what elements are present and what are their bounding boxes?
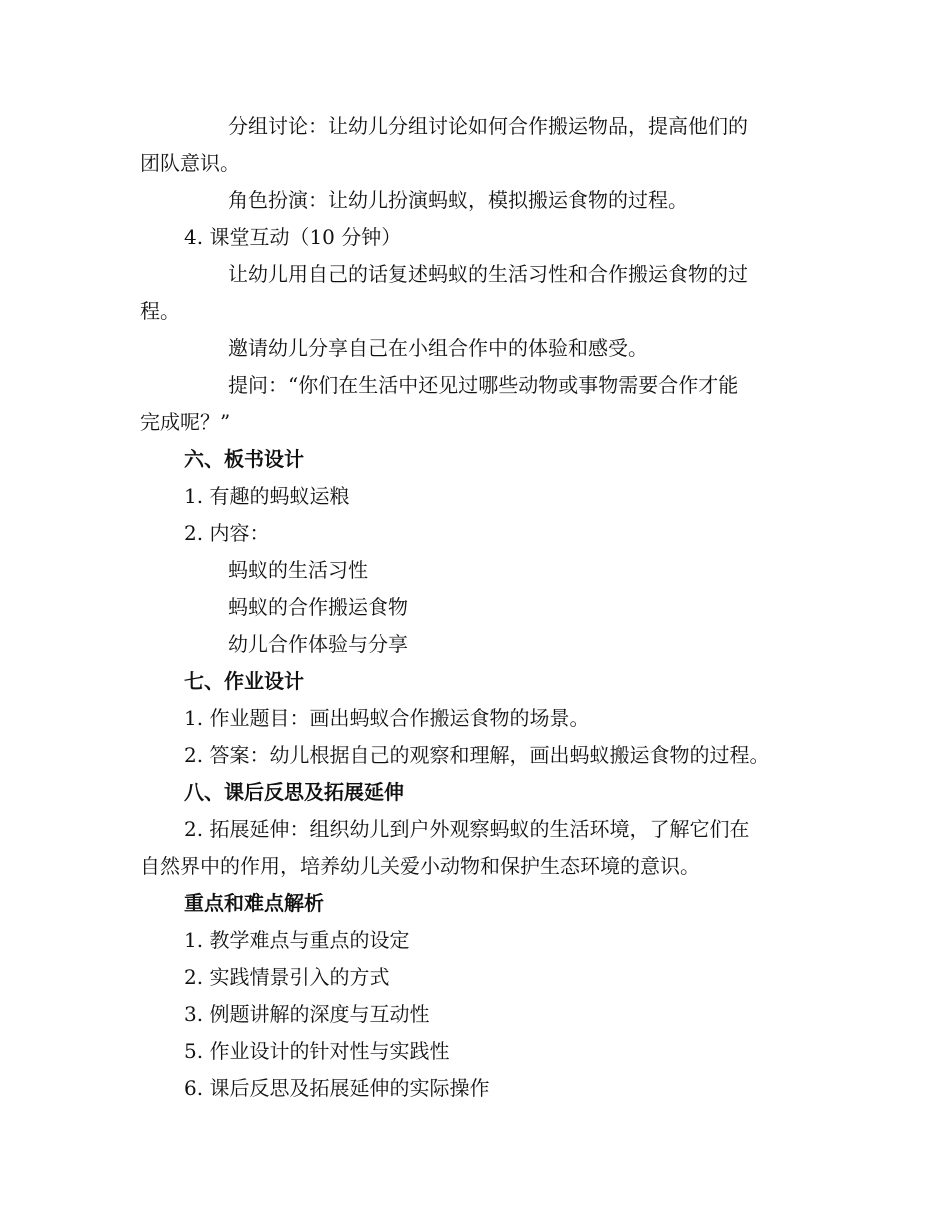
section-heading: 八、课后反思及拓展延伸 [184,780,404,804]
list-item: 6. 课后反思及拓展延伸的实际操作 [184,1076,490,1100]
paragraph-line: 程。 [140,299,180,323]
paragraph-line: 蚂蚁的合作搬运食物 [228,595,408,619]
paragraph-line: 完成呢？” [140,410,231,434]
section-heading: 六、板书设计 [184,447,304,471]
list-item: 1. 教学难点与重点的设定 [184,928,410,952]
list-item: 3. 例题讲解的深度与互动性 [184,1002,430,1026]
paragraph-line: 幼儿合作体验与分享 [228,632,408,656]
paragraph-line: 提问：“你们在生活中还见过哪些动物或事物需要合作才能 [228,373,739,397]
list-item: 2. 内容： [184,521,270,545]
list-item: 5. 作业设计的针对性与实践性 [184,1039,450,1063]
list-item: 1. 作业题目：画出蚂蚁合作搬运食物的场景。 [184,706,590,730]
paragraph-line: 团队意识。 [140,151,240,175]
paragraph-line: 蚂蚁的生活习性 [228,558,368,582]
paragraph-line: 让幼儿用自己的话复述蚂蚁的生活习性和合作搬运食物的过 [228,262,748,286]
list-item: 2. 实践情景引入的方式 [184,965,390,989]
paragraph-line: 自然界中的作用，培养幼儿关爱小动物和保护生态环境的意识。 [140,854,700,878]
list-item: 2. 拓展延伸：组织幼儿到户外观察蚂蚁的生活环境，了解它们在 [184,817,750,841]
list-item: 4. 课堂互动（10 分钟） [184,225,402,249]
list-item: 2. 答案：幼儿根据自己的观察和理解，画出蚂蚁搬运食物的过程。 [184,743,770,767]
paragraph-line: 角色扮演：让幼儿扮演蚂蚁，模拟搬运食物的过程。 [228,188,688,212]
section-heading: 七、作业设计 [184,669,304,693]
list-item: 1. 有趣的蚂蚁运粮 [184,484,350,508]
paragraph-line: 邀请幼儿分享自己在小组合作中的体验和感受。 [228,336,648,360]
section-heading: 重点和难点解析 [184,891,324,915]
paragraph-line: 分组讨论：让幼儿分组讨论如何合作搬运物品，提高他们的 [228,114,748,138]
